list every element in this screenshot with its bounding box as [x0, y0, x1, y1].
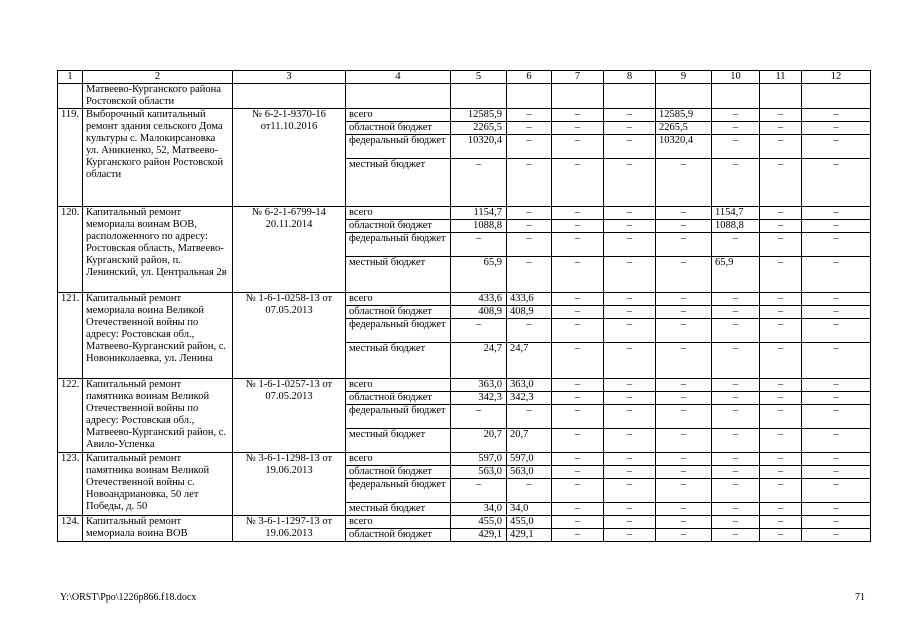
- amount-cell: –: [712, 405, 760, 429]
- amount-cell: –: [507, 319, 552, 343]
- amount-cell: 34,0: [451, 503, 507, 516]
- amount-cell: –: [552, 392, 604, 405]
- table-row: [58, 207, 871, 220]
- empty-cell: [712, 84, 760, 109]
- amount-cell: –: [552, 257, 604, 293]
- amount-cell: –: [656, 257, 712, 293]
- amount-cell: –: [656, 379, 712, 392]
- amount-cell: –: [604, 109, 656, 122]
- amount-cell: –: [712, 479, 760, 503]
- amount-cell: –: [760, 379, 802, 392]
- empty-cell: [346, 84, 451, 109]
- funding-source: федеральный бюджет: [346, 405, 451, 429]
- funding-source: всего: [346, 293, 451, 306]
- empty-cell: [760, 84, 802, 109]
- amount-cell: –: [604, 405, 656, 429]
- empty-cell: [604, 84, 656, 109]
- object-name: Капитальный ремонт мемориала воина Великой Отечественной войны по адресу: Ростовская обл., Матвеево-Курганский район, с. Новониколаевка, ул. Ленина: [83, 293, 233, 379]
- amount-cell: 2265,5: [656, 122, 712, 135]
- amount-cell: –: [451, 479, 507, 503]
- amount-cell: –: [656, 392, 712, 405]
- amount-cell: –: [760, 109, 802, 122]
- amount-cell: 563,0: [451, 466, 507, 479]
- amount-cell: 2265,5: [451, 122, 507, 135]
- amount-cell: –: [604, 429, 656, 453]
- amount-cell: –: [656, 466, 712, 479]
- amount-cell: –: [604, 343, 656, 379]
- amount-cell: 1088,8: [712, 220, 760, 233]
- amount-cell: –: [712, 159, 760, 207]
- amount-cell: 34,0: [507, 503, 552, 516]
- amount-cell: –: [760, 466, 802, 479]
- amount-cell: –: [802, 257, 871, 293]
- amount-cell: –: [604, 503, 656, 516]
- amount-cell: –: [802, 135, 871, 159]
- amount-cell: 24,7: [451, 343, 507, 379]
- empty-cell: [451, 84, 507, 109]
- funding-source: всего: [346, 453, 451, 466]
- funding-source: федеральный бюджет: [346, 479, 451, 503]
- amount-cell: –: [656, 293, 712, 306]
- funding-source: областной бюджет: [346, 392, 451, 405]
- amount-cell: –: [760, 429, 802, 453]
- column-header: 7: [552, 71, 604, 84]
- amount-cell: 429,1: [451, 529, 507, 542]
- empty-cell: [233, 84, 346, 109]
- funding-source: всего: [346, 109, 451, 122]
- amount-cell: –: [656, 159, 712, 207]
- amount-cell: –: [604, 529, 656, 542]
- amount-cell: –: [604, 392, 656, 405]
- amount-cell: –: [604, 159, 656, 207]
- amount-cell: –: [760, 122, 802, 135]
- amount-cell: –: [507, 109, 552, 122]
- amount-cell: –: [604, 233, 656, 257]
- amount-cell: –: [760, 135, 802, 159]
- funding-source: всего: [346, 516, 451, 529]
- column-header: 5: [451, 71, 507, 84]
- amount-cell: –: [802, 159, 871, 207]
- amount-cell: –: [760, 503, 802, 516]
- amount-cell: –: [604, 453, 656, 466]
- amount-cell: –: [552, 109, 604, 122]
- expertise-document: № 3-6-1-1297-13 от 19.06.2013: [233, 516, 346, 542]
- amount-cell: –: [712, 466, 760, 479]
- amount-cell: –: [656, 516, 712, 529]
- column-header: 6: [507, 71, 552, 84]
- amount-cell: –: [656, 233, 712, 257]
- amount-cell: 455,0: [507, 516, 552, 529]
- amount-cell: –: [552, 319, 604, 343]
- amount-cell: –: [712, 529, 760, 542]
- empty-cell: [58, 84, 83, 109]
- amount-cell: –: [656, 503, 712, 516]
- column-header: 10: [712, 71, 760, 84]
- funding-source: областной бюджет: [346, 529, 451, 542]
- funding-source: федеральный бюджет: [346, 135, 451, 159]
- amount-cell: –: [712, 306, 760, 319]
- amount-cell: –: [552, 233, 604, 257]
- amount-cell: –: [552, 159, 604, 207]
- amount-cell: –: [656, 343, 712, 379]
- amount-cell: 433,6: [507, 293, 552, 306]
- amount-cell: –: [451, 233, 507, 257]
- amount-cell: 563,0: [507, 466, 552, 479]
- object-name: Капитальный ремонт мемориала воина ВОВ: [83, 516, 233, 542]
- expertise-document: № 1-6-1-0257-13 от 07.05.2013: [233, 379, 346, 453]
- amount-cell: –: [712, 293, 760, 306]
- amount-cell: –: [760, 233, 802, 257]
- entry-number: 122.: [58, 379, 83, 453]
- amount-cell: –: [712, 109, 760, 122]
- object-name: Выборочный капитальный ремонт здания сельского Дома культуры с. Малокирсановка ул. Аникиенко, 52, Матвеево-Курганского район Ростовской области: [83, 109, 233, 207]
- funding-source: областной бюджет: [346, 306, 451, 319]
- continuation-row: [58, 84, 871, 109]
- continuation-text: Матвеево-Курганского района Ростовской области: [83, 84, 233, 109]
- funding-source: местный бюджет: [346, 343, 451, 379]
- amount-cell: 20,7: [451, 429, 507, 453]
- amount-cell: –: [604, 135, 656, 159]
- amount-cell: –: [802, 516, 871, 529]
- amount-cell: –: [712, 429, 760, 453]
- amount-cell: –: [656, 405, 712, 429]
- amount-cell: 10320,4: [656, 135, 712, 159]
- amount-cell: –: [552, 479, 604, 503]
- amount-cell: –: [802, 479, 871, 503]
- amount-cell: –: [712, 319, 760, 343]
- amount-cell: 65,9: [712, 257, 760, 293]
- empty-cell: [552, 84, 604, 109]
- amount-cell: –: [802, 503, 871, 516]
- amount-cell: –: [604, 293, 656, 306]
- expertise-document: № 1-6-1-0258-13 от 07.05.2013: [233, 293, 346, 379]
- entry-number: 124.: [58, 516, 83, 542]
- amount-cell: –: [656, 429, 712, 453]
- table-row: [58, 293, 871, 306]
- entry-number: 120.: [58, 207, 83, 293]
- amount-cell: –: [552, 405, 604, 429]
- amount-cell: –: [604, 207, 656, 220]
- funding-source: федеральный бюджет: [346, 319, 451, 343]
- amount-cell: 363,0: [451, 379, 507, 392]
- amount-cell: 433,6: [451, 293, 507, 306]
- column-header: 9: [656, 71, 712, 84]
- amount-cell: –: [802, 453, 871, 466]
- amount-cell: –: [760, 453, 802, 466]
- amount-cell: –: [712, 135, 760, 159]
- amount-cell: –: [604, 466, 656, 479]
- amount-cell: –: [604, 319, 656, 343]
- amount-cell: –: [656, 207, 712, 220]
- column-header: 3: [233, 71, 346, 84]
- funding-source: местный бюджет: [346, 257, 451, 293]
- amount-cell: –: [802, 233, 871, 257]
- funding-source: областной бюджет: [346, 466, 451, 479]
- amount-cell: –: [760, 529, 802, 542]
- amount-cell: –: [760, 516, 802, 529]
- amount-cell: 597,0: [507, 453, 552, 466]
- amount-cell: –: [802, 343, 871, 379]
- column-header: 8: [604, 71, 656, 84]
- amount-cell: –: [656, 529, 712, 542]
- amount-cell: –: [656, 453, 712, 466]
- amount-cell: –: [552, 122, 604, 135]
- funding-source: местный бюджет: [346, 159, 451, 207]
- empty-cell: [802, 84, 871, 109]
- funding-source: федеральный бюджет: [346, 233, 451, 257]
- empty-cell: [507, 84, 552, 109]
- amount-cell: 455,0: [451, 516, 507, 529]
- amount-cell: –: [802, 109, 871, 122]
- amount-cell: –: [802, 466, 871, 479]
- amount-cell: 429,1: [507, 529, 552, 542]
- amount-cell: 1154,7: [451, 207, 507, 220]
- table-row: [58, 379, 871, 392]
- amount-cell: –: [712, 122, 760, 135]
- amount-cell: –: [760, 293, 802, 306]
- amount-cell: 10320,4: [451, 135, 507, 159]
- amount-cell: –: [552, 220, 604, 233]
- amount-cell: –: [604, 306, 656, 319]
- column-header: 2: [83, 71, 233, 84]
- amount-cell: –: [656, 220, 712, 233]
- amount-cell: –: [760, 479, 802, 503]
- amount-cell: –: [802, 392, 871, 405]
- amount-cell: –: [656, 479, 712, 503]
- amount-cell: –: [552, 466, 604, 479]
- budget-table: [57, 70, 871, 542]
- object-name: Капитальный ремонт памятника воинам Великой Отечественной войны по адресу: Ростовская обл., Матвеево-Курганский район, с. Авило-Успенка: [83, 379, 233, 453]
- amount-cell: –: [760, 319, 802, 343]
- amount-cell: –: [552, 379, 604, 392]
- amount-cell: –: [552, 516, 604, 529]
- amount-cell: –: [604, 220, 656, 233]
- amount-cell: –: [760, 220, 802, 233]
- amount-cell: –: [760, 405, 802, 429]
- object-name: Капитальный ремонт мемориала воинам ВОВ, расположенного по адресу: Ростовская область, Матвеево-Курганский район, п. Ленинский, ул. Центральная 2в: [83, 207, 233, 293]
- amount-cell: –: [712, 233, 760, 257]
- object-name: Капитальный ремонт памятника воинам Великой Отечественной войны с. Новоандриановка, 50 лет Победы, д. 50: [83, 453, 233, 516]
- amount-cell: –: [712, 503, 760, 516]
- column-header: 11: [760, 71, 802, 84]
- amount-cell: –: [802, 207, 871, 220]
- amount-cell: –: [802, 429, 871, 453]
- footer-file-path: Y:\ORST\Ppo\1226p866.f18.docx: [60, 592, 197, 603]
- amount-cell: –: [712, 516, 760, 529]
- column-header: 12: [802, 71, 871, 84]
- entry-number: 123.: [58, 453, 83, 516]
- footer-page-number: 71: [855, 592, 865, 603]
- amount-cell: –: [760, 257, 802, 293]
- expertise-document: № 6-2-1-9370-16 от11.10.2016: [233, 109, 346, 207]
- amount-cell: –: [604, 257, 656, 293]
- expertise-document: № 6-2-1-6799-14 20.11.2014: [233, 207, 346, 293]
- funding-source: местный бюджет: [346, 429, 451, 453]
- amount-cell: 65,9: [451, 257, 507, 293]
- amount-cell: –: [656, 306, 712, 319]
- amount-cell: 20,7: [507, 429, 552, 453]
- amount-cell: –: [552, 453, 604, 466]
- amount-cell: –: [507, 233, 552, 257]
- amount-cell: –: [552, 343, 604, 379]
- amount-cell: –: [507, 405, 552, 429]
- amount-cell: –: [552, 207, 604, 220]
- amount-cell: 1088,8: [451, 220, 507, 233]
- amount-cell: –: [802, 220, 871, 233]
- amount-cell: –: [802, 405, 871, 429]
- amount-cell: –: [604, 479, 656, 503]
- amount-cell: –: [507, 257, 552, 293]
- amount-cell: –: [802, 306, 871, 319]
- amount-cell: –: [656, 319, 712, 343]
- amount-cell: –: [451, 319, 507, 343]
- funding-source: местный бюджет: [346, 503, 451, 516]
- amount-cell: –: [552, 293, 604, 306]
- amount-cell: –: [451, 405, 507, 429]
- funding-source: областной бюджет: [346, 122, 451, 135]
- amount-cell: –: [451, 159, 507, 207]
- column-number-row: [58, 71, 871, 84]
- amount-cell: –: [552, 503, 604, 516]
- amount-cell: –: [802, 529, 871, 542]
- column-header: 4: [346, 71, 451, 84]
- amount-cell: –: [802, 122, 871, 135]
- entry-number: 119.: [58, 109, 83, 207]
- amount-cell: 12585,9: [656, 109, 712, 122]
- amount-cell: –: [552, 529, 604, 542]
- amount-cell: 363,0: [507, 379, 552, 392]
- amount-cell: –: [507, 159, 552, 207]
- funding-source: областной бюджет: [346, 220, 451, 233]
- amount-cell: –: [507, 479, 552, 503]
- amount-cell: 342,3: [451, 392, 507, 405]
- amount-cell: –: [507, 135, 552, 159]
- amount-cell: –: [604, 379, 656, 392]
- amount-cell: 342,3: [507, 392, 552, 405]
- amount-cell: –: [712, 379, 760, 392]
- amount-cell: –: [802, 319, 871, 343]
- amount-cell: 12585,9: [451, 109, 507, 122]
- table-row: [58, 109, 871, 122]
- amount-cell: –: [760, 343, 802, 379]
- amount-cell: 408,9: [507, 306, 552, 319]
- funding-source: всего: [346, 379, 451, 392]
- amount-cell: –: [604, 516, 656, 529]
- amount-cell: –: [760, 207, 802, 220]
- amount-cell: –: [552, 135, 604, 159]
- amount-cell: –: [507, 207, 552, 220]
- table-row: [58, 453, 871, 466]
- amount-cell: –: [760, 392, 802, 405]
- amount-cell: –: [802, 293, 871, 306]
- amount-cell: –: [604, 122, 656, 135]
- amount-cell: –: [507, 220, 552, 233]
- amount-cell: –: [552, 429, 604, 453]
- amount-cell: –: [760, 306, 802, 319]
- amount-cell: –: [712, 343, 760, 379]
- amount-cell: 1154,7: [712, 207, 760, 220]
- amount-cell: 597,0: [451, 453, 507, 466]
- amount-cell: –: [760, 159, 802, 207]
- amount-cell: 408,9: [451, 306, 507, 319]
- amount-cell: –: [712, 453, 760, 466]
- amount-cell: 24,7: [507, 343, 552, 379]
- funding-source: всего: [346, 207, 451, 220]
- amount-cell: –: [552, 306, 604, 319]
- amount-cell: –: [507, 122, 552, 135]
- amount-cell: –: [712, 392, 760, 405]
- empty-cell: [656, 84, 712, 109]
- column-header: 1: [58, 71, 83, 84]
- table-row: [58, 516, 871, 529]
- entry-number: 121.: [58, 293, 83, 379]
- amount-cell: –: [802, 379, 871, 392]
- expertise-document: № 3-6-1-1298-13 от 19.06.2013: [233, 453, 346, 516]
